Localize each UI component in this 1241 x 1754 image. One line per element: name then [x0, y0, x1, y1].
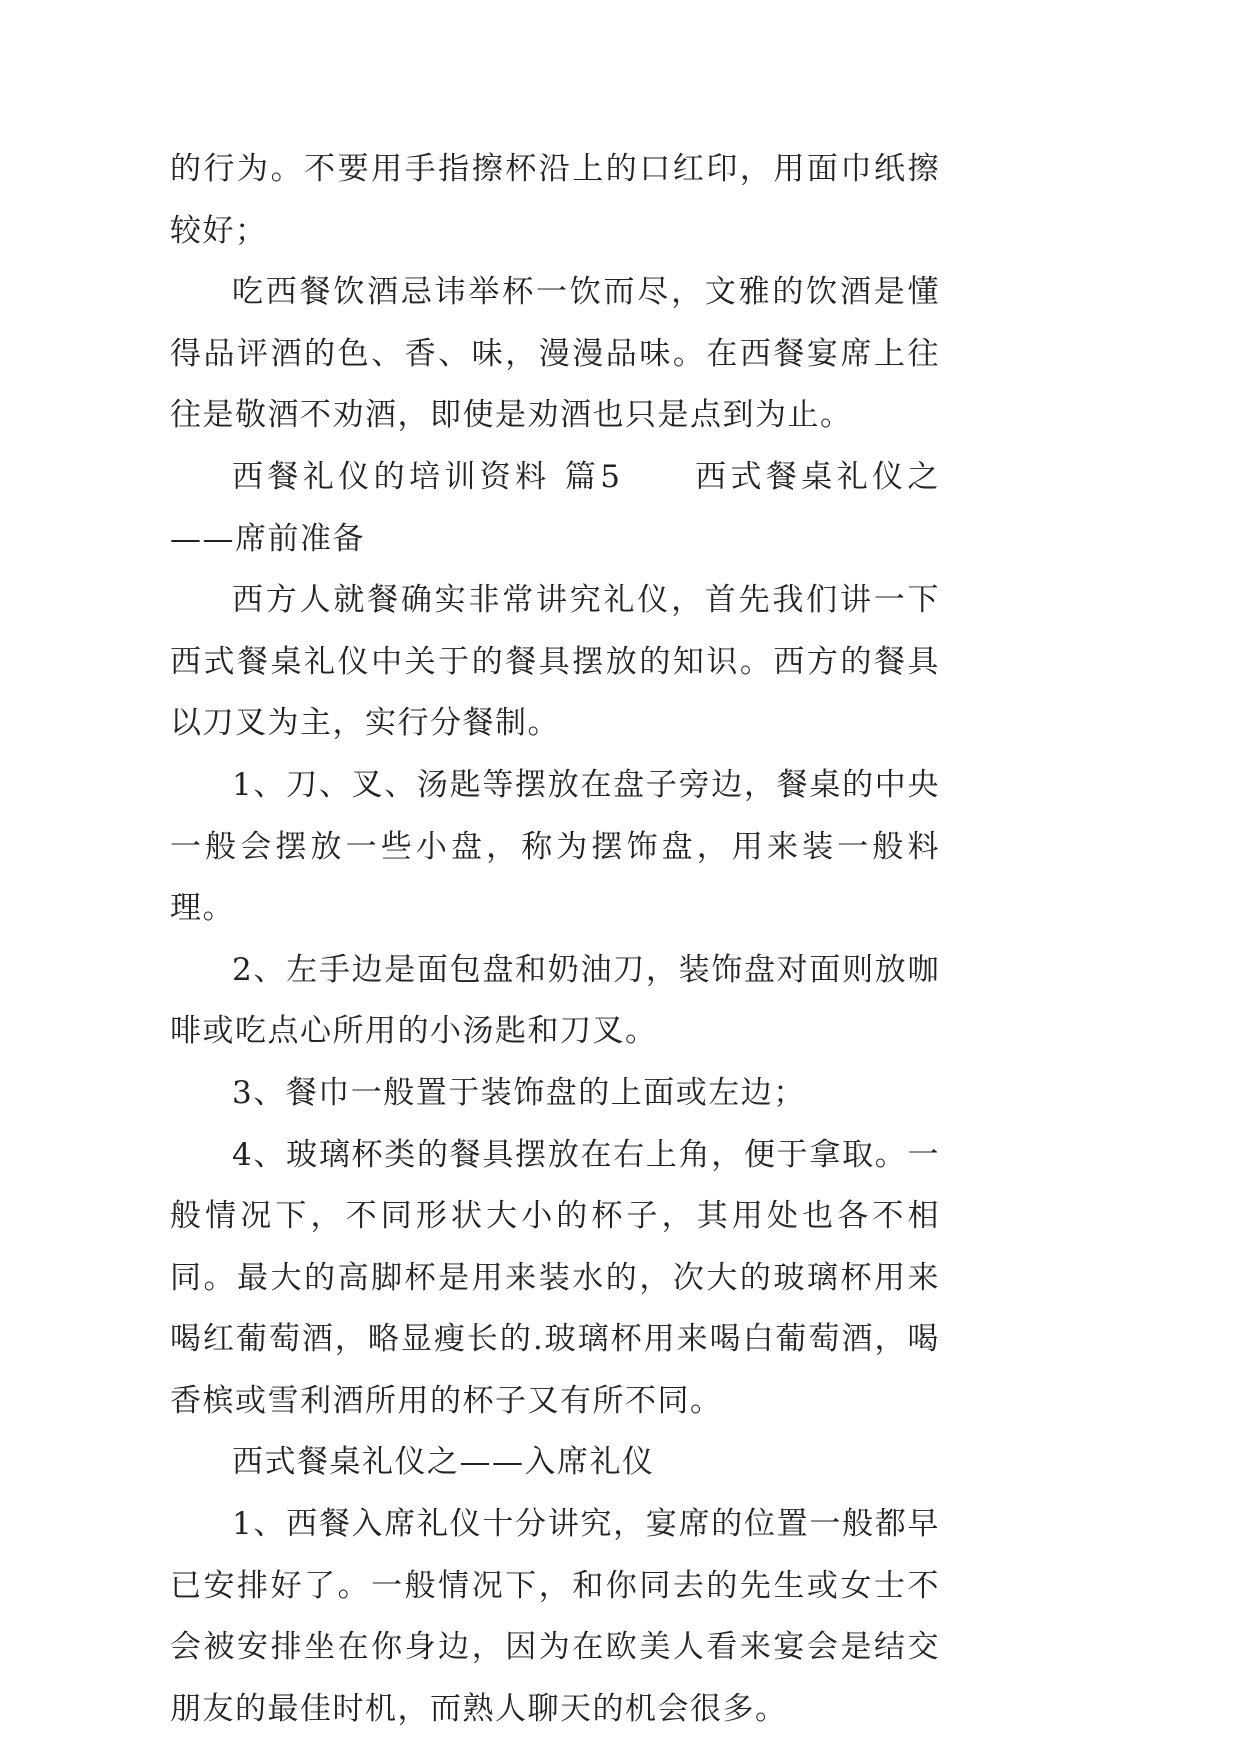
- paragraph-tableware-intro: 西方人就餐确实非常讲究礼仪，首先我们讲一下西式餐桌礼仪中关于的餐具摆放的知识。西方的餐具以刀叉为主，实行分餐制。: [170, 582, 940, 742]
- list-item-1: 1、刀、叉、汤匙等摆放在盘子旁边，餐桌的中央一般会摆放一些小盘，称为摆饰盘，用来装一般料理。: [170, 766, 940, 927]
- section-heading-preparation: 西餐礼仪的培训资料 篇5 西式餐桌礼仪之——席前准备: [170, 458, 940, 557]
- list-item-3: 3、餐巾一般置于装饰盘的上面或左边；: [232, 1074, 806, 1111]
- document-body: [170, 139, 940, 1740]
- paragraph-wine-etiquette: 吃西餐饮酒忌讳举杯一饮而尽，文雅的饮酒是懂得品评酒的色、香、味，漫漫品味。在西餐宴席上往往是敬酒不劝酒，即使是劝酒也只是点到为止。: [170, 274, 940, 434]
- list-item-4: 4、玻璃杯类的餐具摆放在右上角，便于拿取。一般情况下，不同形状大小的杯子，其用处也各不相同。最大的高脚杯是用来装水的，次大的玻璃杯用来喝红葡萄酒，略显瘦长的.玻璃杯用来喝白葡萄酒，喝香槟或雪利酒所用的杯子又有所不同。: [170, 1136, 940, 1419]
- paragraph-seating-1: 1、西餐入席礼仪十分讲究，宴席的位置一般都早已安排好了。一般情况下，和你同去的先生或女士不会被安排坐在你身边，因为在欧美人看来宴会是结交朋友的最佳时机，而熟人聊天的机会很多。: [170, 1506, 940, 1727]
- paragraph-continuation: 的行为。不要用手指擦杯沿上的口红印，用面巾纸擦较好；: [170, 151, 940, 249]
- list-item-2: 2、左手边是面包盘和奶油刀，装饰盘对面则放咖啡或吃点心所用的小汤匙和刀叉。: [170, 951, 940, 1050]
- section-heading-seating: 西式餐桌礼仪之——入席礼仪: [232, 1444, 655, 1481]
